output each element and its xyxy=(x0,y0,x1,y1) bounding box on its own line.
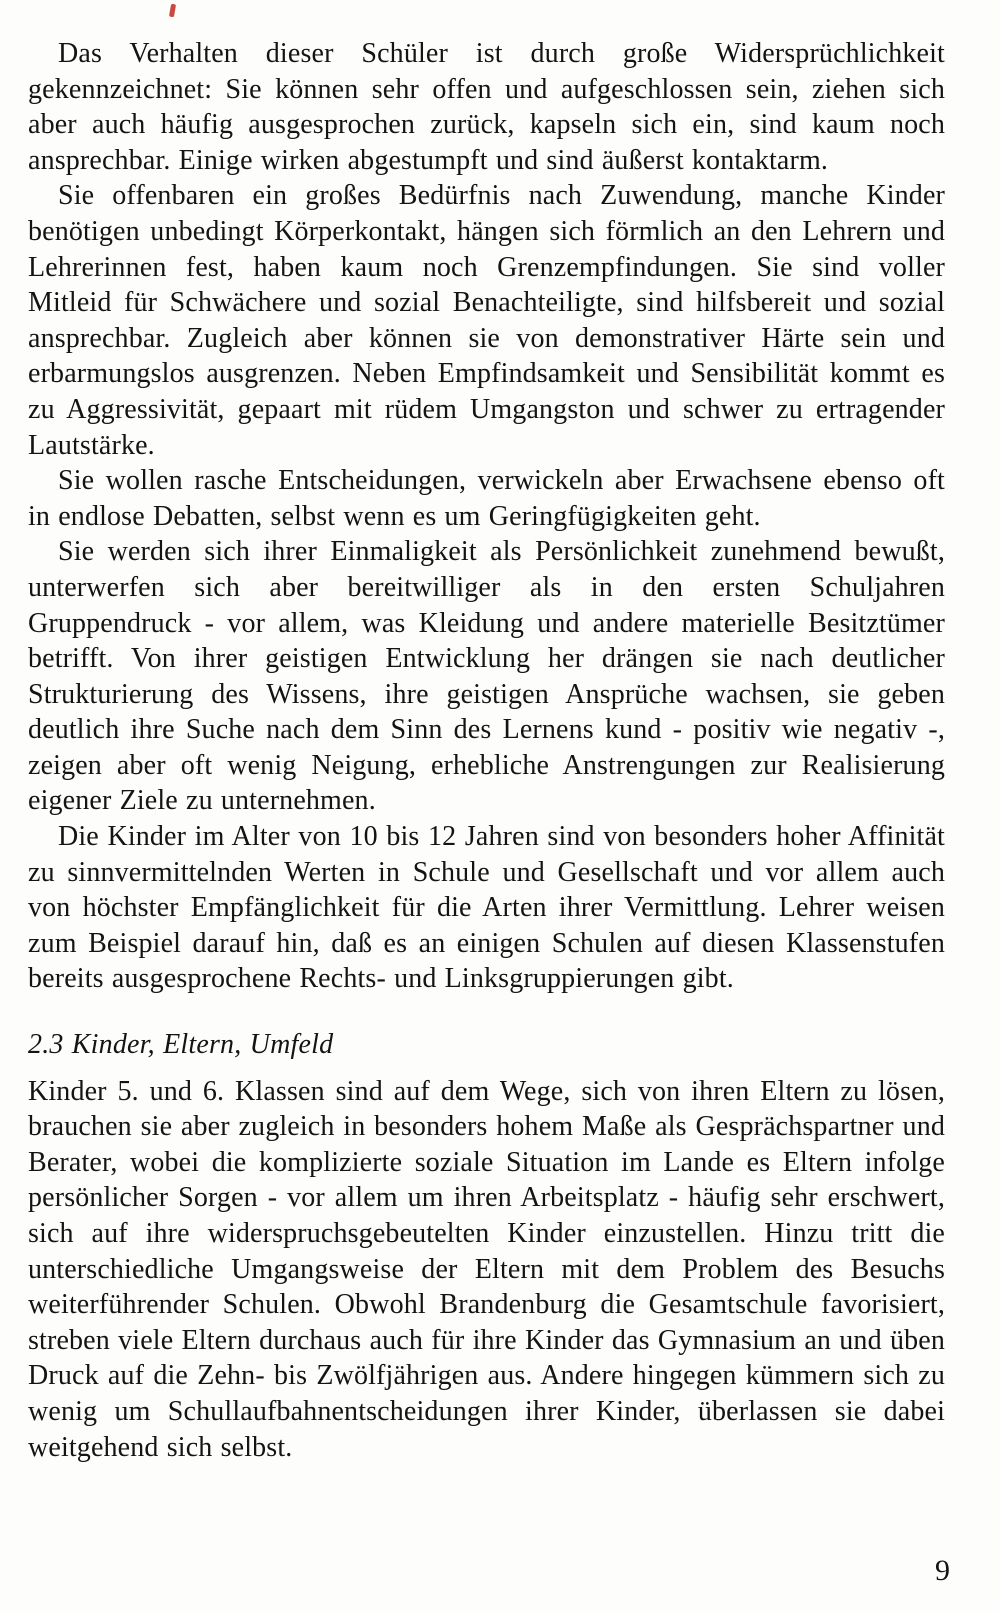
scan-artifact-mark xyxy=(169,4,176,18)
paragraph-personality: Sie werden sich ihrer Einmaligkeit als Persönlichkeit zunehmend bewußt, unterwerfen sich aber bereitwilliger als in den ersten Schuljahren Gruppendruck - vor allem, was Kleidung und andere materielle Besitztümer betrifft. Von ihrer geistigen Entwicklung her drängen sie nach deutlicher Strukturierung des Wissens, ihre geistigen Ansprüche wachsen, sie geben deutlich ihre Suche nach dem Sinn des Lernens kund - positiv wie negativ -, zeigen aber oft wenig Neigung, erhebliche Anstrengungen zur Realisierung eigener Ziele zu unternehmen. xyxy=(28,536,945,817)
paragraph-age-affinity: Die Kinder im Alter von 10 bis 12 Jahren sind von besonders hoher Affinität zu sinnvermittelnden Werten in Schule und Gesellschaft und vor allem auch von höchster Empfänglichkeit für die Arten ihrer Vermittlung. Lehrer weisen zum Beispiel darauf hin, daß es an einigen Schulen auf diesen Klassenstufen bereits ausgesprochene Rechts- und Linksgruppierungen gibt. xyxy=(28,821,945,995)
section-heading: 2.3 Kinder, Eltern, Umfeld xyxy=(28,1029,334,1061)
text-block xyxy=(28,36,945,1465)
page-number: 9 xyxy=(935,1554,950,1587)
paragraph-needs: Sie offenbaren ein großes Bedürfnis nach Zuwendung, manche Kinder benötigen unbedingt Körperkontakt, hängen sich förmlich an den Lehrern und Lehrerinnen fest, haben kaum noch Grenzempfindungen. Sie sind voller Mitleid für Schwächere und sozial Benachteiligte, sind hilfsbereit und sozial ansprechbar. Zugleich aber können sie von demonstrativer Härte sein und erbarmungslos ausgrenzen. Neben Empfindsamkeit und Sensibilität kommt es zu Aggressivität, gepaart mit rüdem Umgangston und schwer zu ertragender Lautstärke. xyxy=(28,180,945,461)
paragraph-behavior: Das Verhalten dieser Schüler ist durch große Widersprüchlichkeit gekennzeichnet: Sie können sehr offen und aufgeschlossen sein, ziehen sich aber auch häufig ausgesprochen zurück, kapseln sich ein, sind kaum noch ansprechbar. Einige wirken abgestumpft und sind äußerst kontaktarm. xyxy=(28,38,945,176)
paragraph-decisions: Sie wollen rasche Entscheidungen, verwickeln aber Erwachsene ebenso oft in endlose Debatten, selbst wenn es um Geringfügigkeiten geht. xyxy=(28,465,945,532)
paragraph-parents: Kinder 5. und 6. Klassen sind auf dem Wege, sich von ihren Eltern zu lösen, brauchen sie aber zugleich in besonders hohem Maße als Gesprächspartner und Berater, wobei die komplizierte soziale Situation im Lande es Eltern infolge persönlicher Sorgen - vor allem um ihren Arbeitsplatz - häufig sehr erschwert, sich auf ihre widerspruchsgebeutelten Kinder einzustellen. Hinzu tritt die unterschiedliche Umgangsweise der Eltern mit dem Problem des Besuchs weiterführender Schulen. Obwohl Brandenburg die Gesamtschule favorisiert, streben viele Eltern durchaus auch für ihre Kinder das Gymnasium an und üben Druck auf die Zehn- bis Zwölfjährigen aus. Andere hingegen kümmern sich zu wenig um Schullaufbahnentscheidungen ihrer Kinder, überlassen sie dabei weitgehend sich selbst. xyxy=(28,1075,945,1463)
